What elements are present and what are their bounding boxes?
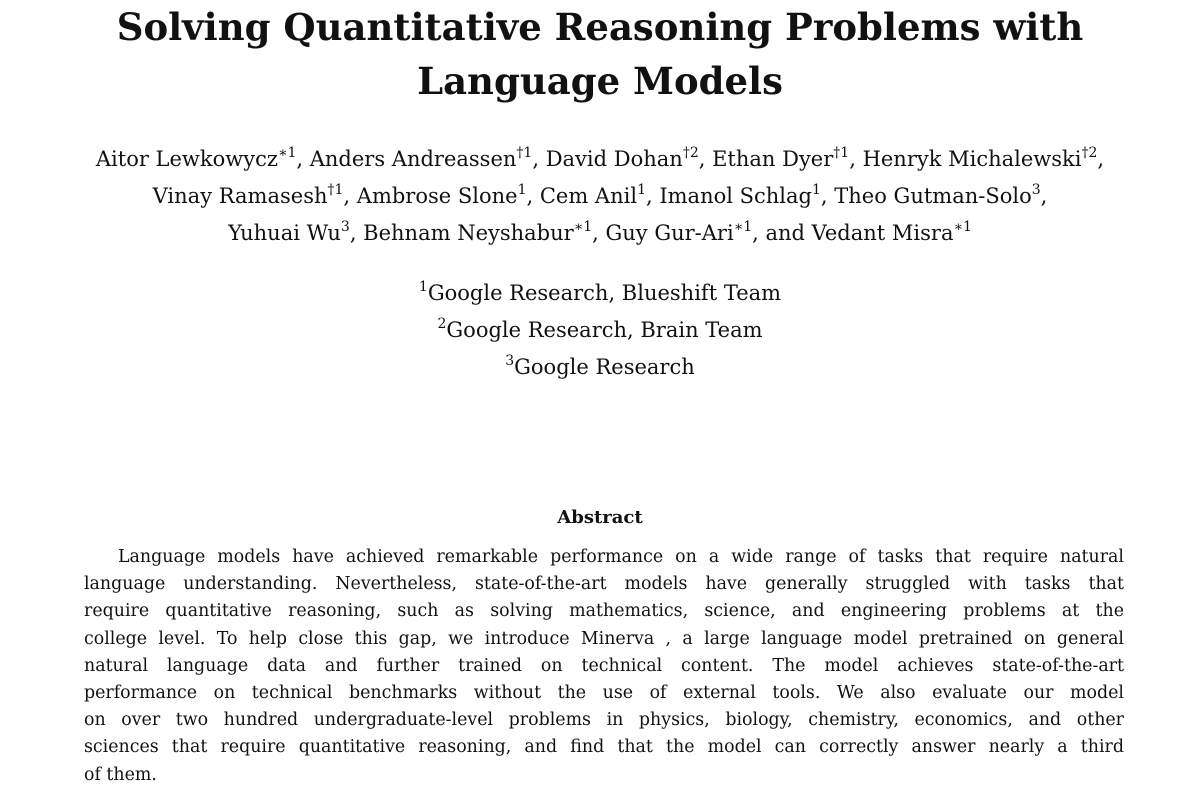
author-name: Henryk Michalewski: [862, 147, 1082, 171]
abstract-line: of them.: [84, 764, 157, 785]
author-mark: ∗1: [277, 145, 297, 161]
affiliation: [0, 312, 1200, 349]
affiliation-mark: 3: [505, 353, 515, 369]
author-mark: 1: [517, 182, 527, 198]
author-mark: †1: [833, 145, 850, 161]
affiliation-text: Google Research, Brain Team: [446, 318, 763, 342]
author-separator: ,: [645, 184, 660, 208]
affiliation-text: Google Research: [514, 355, 695, 379]
author-name: Behnam Neyshabur: [363, 221, 574, 245]
author-separator: , and: [752, 221, 812, 245]
author-line: [0, 141, 1200, 178]
author-mark: ∗1: [733, 219, 753, 235]
author-name: Anders Andreassen: [309, 147, 517, 171]
author-name: Theo Gutman-Solo: [834, 184, 1032, 208]
author-name: Aitor Lewkowycz: [95, 147, 278, 171]
abstract-line: college level. To help close this gap, we introduce Minerva , a large language model pretrained on general: [84, 628, 1124, 649]
author-mark: ∗1: [573, 219, 593, 235]
author-separator: ,: [296, 147, 310, 171]
author-mark: 3: [1031, 182, 1041, 198]
author-separator: ,: [349, 221, 364, 245]
author-separator: ,: [698, 147, 713, 171]
author-list: [0, 141, 1200, 252]
author-separator: ,: [343, 184, 357, 208]
author-line: [0, 178, 1200, 215]
affiliation-mark: 2: [437, 316, 447, 332]
author-name: Ambrose Slone: [356, 184, 518, 208]
abstract-heading: Abstract: [557, 507, 643, 528]
affiliation-mark: 1: [418, 279, 428, 295]
author-mark: ∗1: [953, 219, 972, 235]
author-separator: ,: [849, 147, 863, 171]
author-name: Imanol Schlag: [659, 184, 812, 208]
author-name: Cem Anil: [539, 184, 638, 208]
affiliation: [0, 275, 1200, 312]
affiliation-list: [0, 275, 1200, 386]
abstract-line: Language models have achieved remarkable performance on a wide range of tasks that require natural: [118, 547, 1124, 567]
author-name: David Dohan: [545, 147, 683, 171]
author-separator: ,: [1097, 147, 1105, 171]
author-name: Yuhuai Wu: [228, 221, 341, 245]
title-line: Language Models: [417, 59, 783, 103]
abstract-line: language understanding. Nevertheless, state-of-the-art models have generally struggled with tasks that: [84, 574, 1124, 595]
author-separator: ,: [532, 147, 546, 171]
abstract-line: require quantitative reasoning, such as solving mathematics, science, and engineering problems at the: [84, 601, 1124, 622]
author-mark: 3: [340, 219, 350, 235]
author-mark: 1: [637, 182, 646, 198]
title-line: Solving Quantitative Reasoning Problems with: [116, 5, 1084, 49]
author-line: [0, 215, 1200, 252]
abstract-line: natural language data and further trained on technical content. The model achieves state-of-the-art: [84, 655, 1124, 676]
paper-title: [60, 0, 1140, 108]
author-mark: 1: [811, 182, 821, 198]
author-separator: ,: [592, 221, 606, 245]
author-name: Vedant Misra: [811, 221, 954, 245]
author-separator: ,: [526, 184, 540, 208]
abstract-line: performance on technical benchmarks without the use of external tools. We also evaluate our model: [84, 683, 1124, 704]
author-mark: †2: [1081, 145, 1098, 161]
affiliation-text: Google Research, Blueshift Team: [427, 281, 782, 305]
author-name: Guy Gur-Ari: [605, 221, 734, 245]
abstract-body: [84, 544, 1124, 789]
author-separator: ,: [1040, 184, 1048, 208]
author-mark: †1: [516, 145, 533, 161]
author-separator: ,: [820, 184, 835, 208]
author-name: Ethan Dyer: [712, 147, 834, 171]
author-mark: †1: [327, 182, 344, 198]
abstract-line: sciences that require quantitative reasoning, and find that the model can correctly answer nearly a third: [84, 737, 1124, 758]
author-mark: †2: [682, 145, 699, 161]
author-name: Vinay Ramasesh: [152, 184, 328, 208]
affiliation: [0, 349, 1200, 386]
abstract-line: on over two hundred undergraduate-level problems in physics, biology, chemistry, economics, and other: [84, 710, 1124, 731]
